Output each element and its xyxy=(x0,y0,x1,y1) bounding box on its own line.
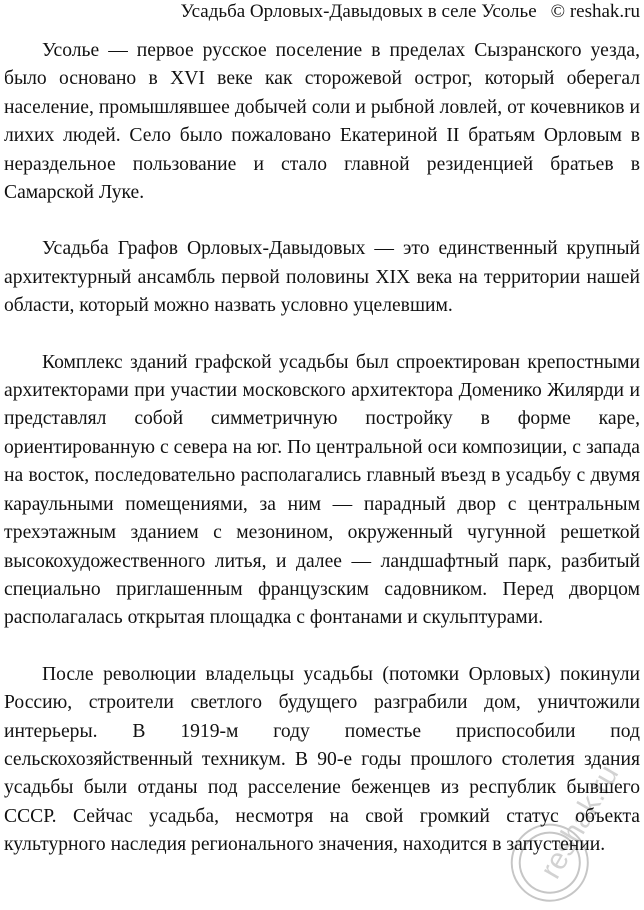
paragraph-4: После революции владельцы усадьбы (потомки Орловых) покинули Россию, строители светлого будущего разграбили дом, уничтожили интерьеры. В 1919-м году поместье приспособили под сельскохозяйственный техникум. В 90-е годы прошлого столетия здания усадьбы были отданы под расселение беженцев из республик бывшего СССР. Сейчас усадьба, несмотря на свой громкий статус объекта культурного наследия регионального значения, находится в запустении. xyxy=(4,663,640,856)
watermark-text: reshak.ru xyxy=(534,759,626,885)
paragraph-1: Усолье — первое русское поселение в пределах Сызранского уезда, было основано в XVI веке как сторожевой острог, который оберегал население, промышлявшее добычей соли и рыбной ловлей, от кочевников и лихих людей. Село было пожаловано Екатериной II братьям Орловым в нераздельное пользование и стало главной резиденцией братьев в Самарской Луке. xyxy=(4,40,640,204)
document-body xyxy=(4,37,640,888)
page-header xyxy=(180,0,640,24)
paragraph-3: Комплекс зданий графской усадьбы был спроектирован крепостными архитекторами при участии московского архитектора Доменико Жилярди и представлял собой симметричную постройку в форме каре, ориентированную с севера на юг. По центральной оси композиции, с запада на восток, последовательно располагались главный въезд в усадьбу с двумя караульными помещениями, за ним — парадный двор с центральным трехэтажным зданием с мезонином, окруженный чугунной решеткой высокохудожественного литья, и далее — ландшафтный парк, разбитый специально приглашенным французским садовником. Перед дворцом располагалась открытая площадка с фонтанами и скульптурами. xyxy=(4,351,640,629)
header-copyright: © reshak.ru xyxy=(550,1,640,22)
paragraph-2: Усадьба Графов Орловых-Давыдовых — это единственный крупный архитектурный ансамбль первой половины XIX века на территории нашей области, который можно назвать условно уцелевшим. xyxy=(4,238,640,317)
header-title: Усадьба Орловых-Давыдовых в селе Усолье xyxy=(180,1,537,22)
